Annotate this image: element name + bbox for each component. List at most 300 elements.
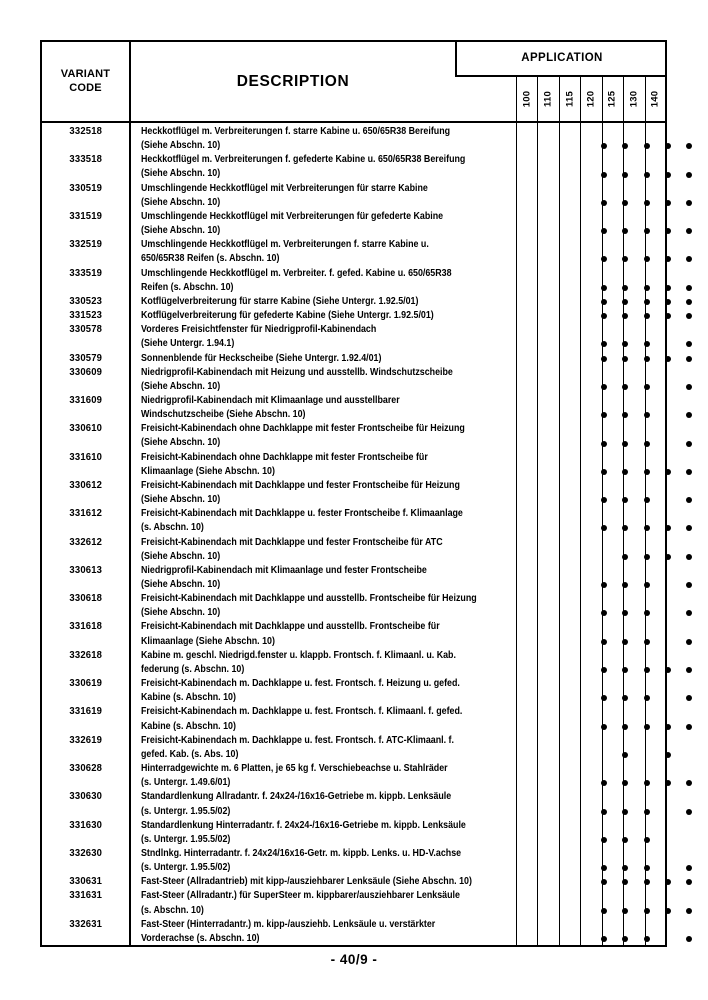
application-cell (593, 352, 614, 366)
table-row (42, 918, 666, 946)
applicability-dot-icon (622, 200, 628, 206)
row-description-text (141, 182, 527, 210)
application-cell (593, 904, 614, 918)
variant-code (42, 125, 130, 139)
applicability-dot-icon (686, 441, 692, 447)
applicability-dot-icon (601, 285, 607, 291)
application-cell (593, 550, 614, 564)
application-cell (679, 281, 700, 295)
description-line: (Siehe Abschn. 10) (141, 437, 221, 449)
applicability-dot-icon (601, 780, 607, 786)
row-description (130, 451, 593, 479)
application-model-cell (645, 77, 666, 121)
applicability-dot-icon (686, 256, 692, 262)
applicability-dot-icon (622, 879, 628, 885)
variant-code-value: 330619 (69, 678, 103, 690)
applicability-dot-icon (665, 879, 671, 885)
variant-code (42, 394, 130, 408)
row-description-text (141, 422, 527, 450)
application-dots (593, 904, 708, 918)
application-cell (614, 875, 635, 889)
variant-code (42, 309, 130, 323)
variant-code-value: 331630 (69, 819, 103, 831)
applicability-dot-icon (686, 610, 692, 616)
application-cell (593, 196, 614, 210)
application-cell (700, 281, 708, 295)
application-cell (657, 833, 678, 847)
application-cell (657, 875, 678, 889)
application-cell (700, 252, 708, 266)
application-cell (657, 295, 678, 309)
row-description-text (141, 847, 527, 875)
application-cell (636, 380, 657, 394)
table-row (42, 352, 666, 366)
application-cell (679, 380, 700, 394)
applicability-dot-icon (686, 936, 692, 942)
applicability-dot-icon (644, 724, 650, 730)
applicability-dot-icon (665, 667, 671, 673)
description-line: 650/65R38 Reifen (s. Abschn. 10) (141, 253, 280, 265)
row-description (130, 422, 593, 450)
row-description-text (141, 918, 527, 946)
variant-code-value: 331631 (69, 890, 103, 902)
applicability-dot-icon (601, 695, 607, 701)
table-row (42, 507, 666, 535)
row-description (130, 125, 593, 153)
variant-code (42, 847, 130, 861)
application-cell (657, 606, 678, 620)
application-cell (679, 521, 700, 535)
application-cell (593, 606, 614, 620)
application-model-label: 110 (542, 91, 554, 107)
description-line: Freisicht-Kabinendach mit Dachklappe und fester Frontscheibe für ATC (141, 536, 443, 548)
applicability-dot-icon (601, 441, 607, 447)
applicability-dot-icon (644, 582, 650, 588)
applicability-dot-icon (622, 356, 628, 362)
applicability-dot-icon (665, 143, 671, 149)
applicability-dot-icon (622, 936, 628, 942)
row-description-text (141, 819, 527, 847)
application-cell (657, 465, 678, 479)
application-cell (614, 408, 635, 422)
description-line: Freisicht-Kabinendach m. Dachklappe u. fest. Frontsch. f. ATC-Klimaanl. f. (141, 734, 454, 746)
row-description (130, 479, 593, 507)
application-cell (657, 436, 678, 450)
application-cell (636, 309, 657, 323)
description-line: Niedrigprofil-Kabinendach mit Heizung und ausstellb. Windschutzscheibe (141, 366, 453, 378)
application-cell (700, 550, 708, 564)
description-line: Windschutzscheibe (Siehe Abschn. 10) (141, 409, 306, 421)
applicability-dot-icon (644, 667, 650, 673)
applicability-dot-icon (686, 780, 692, 786)
row-description-text (141, 238, 527, 266)
description-line: Fast-Steer (Allradantrieb) mit kipp-/ausziehbarer Lenksäule (Siehe Abschn. 10) (141, 876, 472, 888)
description-line: (Siehe Abschn. 10) (141, 196, 221, 208)
variant-code-value: 330610 (69, 423, 103, 435)
application-cell (657, 748, 678, 762)
application-cell (679, 861, 700, 875)
application-cell (593, 805, 614, 819)
table-row (42, 323, 666, 351)
application-cell (679, 691, 700, 705)
application-cell (700, 932, 708, 946)
application-cell (679, 833, 700, 847)
application-cell (593, 578, 614, 592)
application-cell (614, 805, 635, 819)
application-cell (593, 295, 614, 309)
application-dots (593, 380, 708, 394)
application-cell (657, 380, 678, 394)
description-line: Klimaanlage (Siehe Abschn. 10) (141, 635, 275, 647)
application-cell (657, 720, 678, 734)
applicability-dot-icon (622, 554, 628, 560)
application-cell (593, 748, 614, 762)
description-line: Umschlingende Heckkotflügel mit Verbreiterungen für starre Kabine (141, 182, 428, 194)
application-cell (614, 720, 635, 734)
row-description (130, 309, 593, 323)
row-description-text (141, 295, 527, 309)
table-row (42, 182, 666, 210)
applicability-dot-icon (601, 865, 607, 871)
application-cell (614, 521, 635, 535)
applicability-dot-icon (686, 228, 692, 234)
applicability-dot-icon (686, 497, 692, 503)
variant-code-value: 332630 (69, 847, 103, 859)
application-cell (679, 493, 700, 507)
applicability-dot-icon (601, 200, 607, 206)
variant-code (42, 875, 130, 889)
applicability-dot-icon (601, 582, 607, 588)
variant-code-value: 333518 (69, 154, 103, 166)
application-cell (679, 252, 700, 266)
application-cell (657, 252, 678, 266)
description-line: Niedrigprofil-Kabinendach mit Klimaanlage und ausstellbarer (141, 394, 400, 406)
applicability-dot-icon (622, 313, 628, 319)
application-model-cell (537, 77, 558, 121)
applicability-dot-icon (644, 228, 650, 234)
row-description (130, 295, 593, 309)
applicability-dot-icon (622, 441, 628, 447)
description-line: Freisicht-Kabinendach mit Dachklappe und ausstellb. Frontscheibe für (141, 621, 440, 633)
applicability-dot-icon (686, 582, 692, 588)
application-cell (700, 663, 708, 677)
application-cell (657, 337, 678, 351)
row-description (130, 210, 593, 238)
description-line: (s. Untergr. 1.49.6/01) (141, 777, 231, 789)
description-line: (Siehe Abschn. 10) (141, 168, 221, 180)
application-cell (636, 281, 657, 295)
description-line: Kotflügelverbreiterung für gefederte Kabine (Siehe Untergr. 1.92.5/01) (141, 310, 434, 322)
description-line: (s. Abschn. 10) (141, 522, 204, 534)
description-line: Heckkotflügel m. Verbreiterungen f. starre Kabine u. 650/65R38 Bereifung (141, 126, 451, 137)
application-cell (679, 408, 700, 422)
description-line: Umschlingende Heckkotflügel m. Verbreiterungen f. starre Kabine u. (141, 239, 429, 251)
applicability-dot-icon (601, 341, 607, 347)
applicability-dot-icon (644, 441, 650, 447)
application-cell (614, 380, 635, 394)
row-description (130, 238, 593, 266)
row-description-text (141, 366, 527, 394)
description-line: Kotflügelverbreiterung für starre Kabine (Siehe Untergr. 1.92.5/01) (141, 295, 419, 307)
description-line: Sonnenblende für Heckscheibe (Siehe Untergr. 1.92.4/01) (141, 352, 382, 364)
variant-code-value: 330628 (69, 763, 103, 775)
application-cell (593, 167, 614, 181)
variant-code-value: 330630 (69, 791, 103, 803)
page-number: - 40/9 - (330, 952, 378, 967)
variant-code (42, 352, 130, 366)
application-cell (657, 904, 678, 918)
application-cell (657, 550, 678, 564)
applicability-dot-icon (644, 356, 650, 362)
table-row (42, 734, 666, 762)
description-line: Freisicht-Kabinendach m. Dachklappe u. fest. Frontsch. f. Klimaanl. f. gefed. (141, 706, 463, 718)
row-description-text (141, 677, 527, 705)
application-cell (679, 196, 700, 210)
applicability-dot-icon (601, 639, 607, 645)
row-description-text (141, 592, 527, 620)
application-cell (636, 337, 657, 351)
table-row (42, 210, 666, 238)
variant-code (42, 295, 130, 309)
applicability-dot-icon (601, 228, 607, 234)
description-line: (Siehe Abschn. 10) (141, 225, 221, 237)
table-row (42, 153, 666, 181)
application-cell (614, 663, 635, 677)
application-cell (614, 932, 635, 946)
application-cell (679, 224, 700, 238)
applicability-dot-icon (644, 143, 650, 149)
application-dots (593, 493, 708, 507)
applicability-dot-icon (686, 525, 692, 531)
variant-code (42, 366, 130, 380)
variant-code (42, 507, 130, 521)
variant-code (42, 210, 130, 224)
application-model-label: 120 (585, 90, 597, 108)
applicability-dot-icon (622, 809, 628, 815)
application-cell (700, 139, 708, 153)
application-cell (679, 904, 700, 918)
application-cell (700, 295, 708, 309)
application-cell (679, 295, 700, 309)
applicability-dot-icon (644, 809, 650, 815)
application-cell (700, 493, 708, 507)
table-row (42, 295, 666, 309)
description-line: (Siehe Abschn. 10) (141, 607, 221, 619)
variant-code (42, 677, 130, 691)
variant-code (42, 153, 130, 167)
application-cell (657, 493, 678, 507)
row-description-text (141, 153, 527, 181)
applicability-dot-icon (644, 172, 650, 178)
applicability-dot-icon (644, 780, 650, 786)
application-cell (679, 776, 700, 790)
applicability-dot-icon (644, 384, 650, 390)
variant-code-value: 330523 (69, 295, 103, 307)
variant-code-value: 330578 (69, 324, 103, 336)
table-row (42, 620, 666, 648)
application-cell (679, 805, 700, 819)
application-cell (593, 309, 614, 323)
application-cell (657, 805, 678, 819)
applicability-dot-icon (644, 200, 650, 206)
application-cell (700, 578, 708, 592)
application-cell (636, 521, 657, 535)
row-description (130, 323, 593, 351)
variant-code-value: 330613 (69, 564, 103, 576)
applicability-dot-icon (686, 341, 692, 347)
application-cell (593, 337, 614, 351)
applicability-dot-icon (601, 384, 607, 390)
variant-code-value: 331519 (69, 210, 103, 222)
application-dots (593, 833, 708, 847)
applicability-dot-icon (665, 172, 671, 178)
table-row (42, 762, 666, 790)
applicability-dot-icon (644, 554, 650, 560)
variant-code-header (42, 42, 129, 121)
applicability-dot-icon (601, 299, 607, 305)
applicability-dot-icon (665, 285, 671, 291)
applicability-dot-icon (644, 285, 650, 291)
table-row (42, 451, 666, 479)
application-cell (636, 805, 657, 819)
applicability-dot-icon (601, 497, 607, 503)
row-description (130, 734, 593, 762)
application-cell (700, 521, 708, 535)
row-description (130, 366, 593, 394)
application-cell (593, 493, 614, 507)
table-row (42, 847, 666, 875)
applicability-dot-icon (686, 143, 692, 149)
description-line: gefed. Kab. (s. Abs. 10) (141, 748, 239, 760)
application-cell (593, 833, 614, 847)
description-line: (Siehe Abschn. 10) (141, 494, 221, 506)
application-cell (614, 224, 635, 238)
description-line: Reifen (s. Abschn. 10) (141, 281, 234, 293)
application-cell (700, 805, 708, 819)
applicability-dot-icon (644, 865, 650, 871)
variant-code-value: 332612 (69, 536, 103, 548)
row-description-text (141, 210, 527, 238)
application-cell (657, 663, 678, 677)
application-cell (657, 635, 678, 649)
application-cell (593, 691, 614, 705)
application-cell (593, 932, 614, 946)
applicability-dot-icon (686, 554, 692, 560)
application-model-cell (516, 77, 537, 121)
application-cell (593, 635, 614, 649)
application-cell (593, 776, 614, 790)
variant-code-value: 330519 (69, 182, 103, 194)
applicability-dot-icon (601, 412, 607, 418)
application-cell (636, 196, 657, 210)
application-cell (593, 281, 614, 295)
applicability-dot-icon (686, 469, 692, 475)
application-cell (593, 436, 614, 450)
application-cell (679, 352, 700, 366)
applicability-dot-icon (686, 285, 692, 291)
application-cell (657, 521, 678, 535)
application-cell (679, 167, 700, 181)
application-dots (593, 281, 708, 295)
row-description-text (141, 507, 527, 535)
variant-code (42, 592, 130, 606)
applicability-dot-icon (686, 639, 692, 645)
application-cell (636, 167, 657, 181)
application-cell (636, 295, 657, 309)
application-dots (593, 861, 708, 875)
application-cell (679, 578, 700, 592)
applicability-dot-icon (601, 908, 607, 914)
table-row (42, 889, 666, 917)
application-cell (614, 252, 635, 266)
application-dots (593, 550, 708, 564)
applicability-dot-icon (665, 554, 671, 560)
applicability-dot-icon (622, 865, 628, 871)
application-cell (614, 578, 635, 592)
table-row (42, 309, 666, 323)
application-cell (700, 861, 708, 875)
applicability-dot-icon (601, 610, 607, 616)
application-cell (700, 436, 708, 450)
application-cell (679, 720, 700, 734)
row-description (130, 790, 593, 818)
application-model-cell (580, 77, 601, 121)
row-description (130, 352, 593, 366)
applicability-dot-icon (686, 384, 692, 390)
applicability-dot-icon (622, 469, 628, 475)
description-line: Kabine (s. Abschn. 10) (141, 692, 236, 704)
application-cell (700, 635, 708, 649)
application-cell (636, 904, 657, 918)
table-row (42, 564, 666, 592)
application-cell (614, 833, 635, 847)
applicability-dot-icon (665, 724, 671, 730)
variant-code-value: 331619 (69, 706, 103, 718)
row-description (130, 620, 593, 648)
variant-code-value: 330618 (69, 593, 103, 605)
application-dots (593, 224, 708, 238)
application-cell (593, 408, 614, 422)
applicability-dot-icon (665, 200, 671, 206)
application-cell (636, 493, 657, 507)
applicability-dot-icon (665, 780, 671, 786)
application-cell (614, 691, 635, 705)
description-line: Umschlingende Heckkotflügel mit Verbreiterungen für gefederte Kabine (141, 210, 444, 222)
row-description-text (141, 790, 527, 818)
application-cell (593, 861, 614, 875)
application-cell (614, 167, 635, 181)
application-model-cell (602, 77, 623, 121)
applicability-dot-icon (665, 356, 671, 362)
application-cell (700, 833, 708, 847)
description-line: Vorderes Freisichtfenster für Niedrigprofil-Kabinendach (141, 324, 377, 336)
applicability-dot-icon (644, 299, 650, 305)
application-cell (636, 932, 657, 946)
application-dots (593, 578, 708, 592)
variant-code-header-line2: CODE (69, 81, 102, 94)
application-cell (657, 167, 678, 181)
applicability-dot-icon (622, 384, 628, 390)
application-cell (636, 352, 657, 366)
row-description-text (141, 875, 527, 889)
description-line: Freisicht-Kabinendach mit Dachklappe u. fester Frontscheibe f. Klimaanlage (141, 508, 463, 520)
applicability-dot-icon (644, 256, 650, 262)
description-line: Freisicht-Kabinendach ohne Dachklappe mit fester Frontscheibe für Heizung (141, 423, 465, 435)
row-description (130, 889, 593, 917)
application-dots (593, 436, 708, 450)
description-line: Umschlingende Heckkotflügel m. Verbreiter. f. gefed. Kabine u. 650/65R38 (141, 267, 452, 279)
application-model-label: 115 (564, 91, 576, 107)
